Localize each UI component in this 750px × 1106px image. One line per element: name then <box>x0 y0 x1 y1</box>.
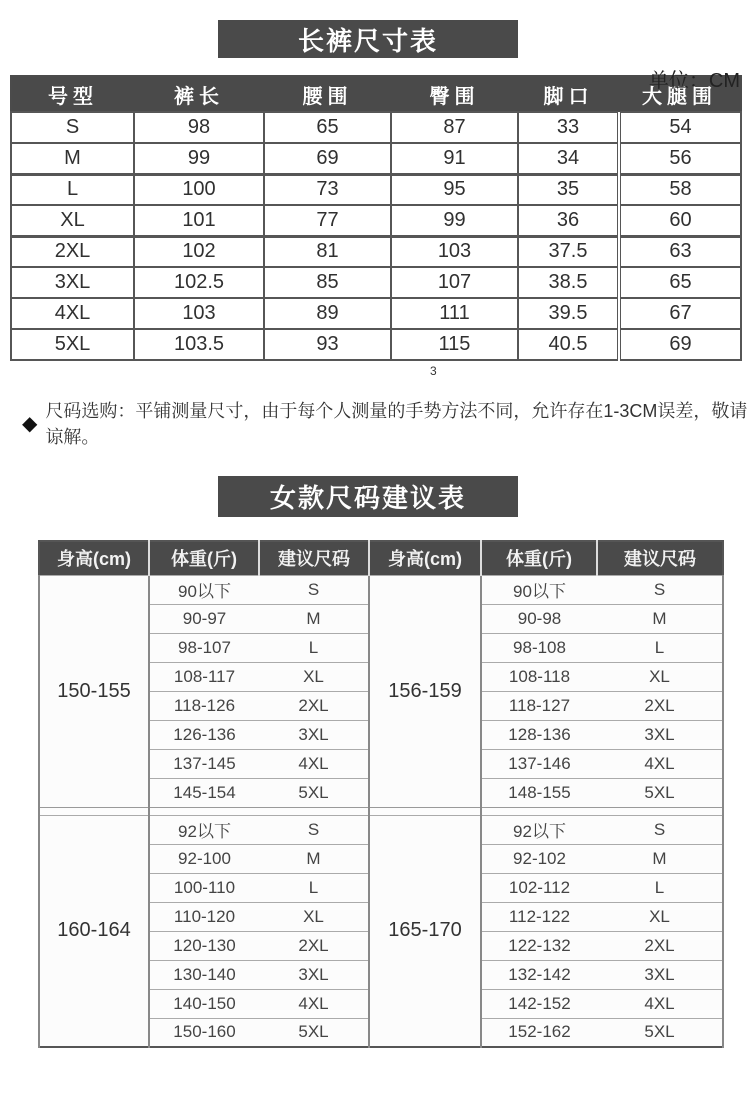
weight-range-cell: 90以下 <box>149 575 259 604</box>
weight-range-cell: 137-146 <box>481 749 597 778</box>
recommended-size-cell: 5XL <box>597 778 723 807</box>
measurement-cell: 99 <box>134 143 264 174</box>
measurement-cell: 69 <box>619 329 741 360</box>
weight-range-cell: 90以下 <box>481 575 597 604</box>
height-range-cell: 165-170 <box>369 815 481 1047</box>
women-column-header: 身高(cm) <box>369 541 481 575</box>
measurement-cell: 91 <box>391 143 518 174</box>
weight-range-cell: 90-97 <box>149 604 259 633</box>
weight-range-cell: 102-112 <box>481 873 597 902</box>
pants-column-header: 脚口 <box>518 76 619 112</box>
recommended-size-cell: M <box>259 844 369 873</box>
measurement-cell: 100 <box>134 174 264 205</box>
women-column-header: 体重(斤) <box>481 541 597 575</box>
recommended-size-cell: XL <box>597 662 723 691</box>
weight-range-cell: 126-136 <box>149 720 259 749</box>
separator-cell <box>369 807 481 815</box>
weight-range-cell: 137-145 <box>149 749 259 778</box>
measurement-cell: 98 <box>134 112 264 143</box>
recommended-size-cell: S <box>259 815 369 844</box>
weight-range-cell: 132-142 <box>481 960 597 989</box>
separator-cell <box>481 807 723 815</box>
recommended-size-cell: XL <box>597 902 723 931</box>
measurement-cell: 40.5 <box>518 329 619 360</box>
women-column-header: 体重(斤) <box>149 541 259 575</box>
women-table-row <box>39 815 723 844</box>
size-code-cell: L <box>11 174 134 205</box>
weight-range-cell: 120-130 <box>149 931 259 960</box>
pants-column-header: 号型 <box>11 76 134 112</box>
weight-range-cell: 92以下 <box>481 815 597 844</box>
size-note-text: 尺码选购：平铺测量尺寸，由于每个人测量的手势方法不同，允许存在1-3CM误差，敬请谅解。 <box>45 401 748 447</box>
measurement-cell: 65 <box>619 267 741 298</box>
weight-range-cell: 142-152 <box>481 989 597 1018</box>
measurement-cell: 99 <box>391 205 518 236</box>
recommended-size-cell: XL <box>259 662 369 691</box>
recommended-size-cell: 3XL <box>597 960 723 989</box>
women-size-table <box>38 540 724 1048</box>
measurement-cell: 95 <box>391 174 518 205</box>
measurement-cell: 101 <box>134 205 264 236</box>
measurement-cell: 103 <box>391 236 518 267</box>
women-column-header: 身高(cm) <box>39 541 149 575</box>
separator-cell <box>39 807 149 815</box>
measurement-cell: 87 <box>391 112 518 143</box>
weight-range-cell: 100-110 <box>149 873 259 902</box>
weight-range-cell: 122-132 <box>481 931 597 960</box>
size-note <box>22 397 750 449</box>
recommended-size-cell: M <box>259 604 369 633</box>
weight-range-cell: 150-160 <box>149 1018 259 1047</box>
measurement-cell: 102.5 <box>134 267 264 298</box>
pants-table-row <box>11 236 741 267</box>
measurement-cell: 103 <box>134 298 264 329</box>
height-range-cell: 156-159 <box>369 575 481 807</box>
recommended-size-cell: S <box>597 575 723 604</box>
pants-table-header-row <box>11 76 741 112</box>
weight-range-cell: 98-108 <box>481 633 597 662</box>
measurement-cell: 58 <box>619 174 741 205</box>
women-column-header: 建议尺码 <box>259 541 369 575</box>
size-code-cell: 3XL <box>11 267 134 298</box>
measurement-cell: 102 <box>134 236 264 267</box>
weight-range-cell: 118-126 <box>149 691 259 720</box>
recommended-size-cell: S <box>597 815 723 844</box>
pants-table-row <box>11 112 741 143</box>
recommended-size-cell: 4XL <box>597 989 723 1018</box>
recommended-size-cell: 4XL <box>597 749 723 778</box>
measurement-cell: 34 <box>518 143 619 174</box>
measurement-cell: 35 <box>518 174 619 205</box>
weight-range-cell: 108-118 <box>481 662 597 691</box>
measurement-cell: 33 <box>518 112 619 143</box>
recommended-size-cell: L <box>259 633 369 662</box>
measurement-cell: 37.5 <box>518 236 619 267</box>
women-table-title <box>218 476 518 517</box>
recommended-size-cell: M <box>597 604 723 633</box>
recommended-size-cell: 2XL <box>259 931 369 960</box>
diamond-icon: ◆ <box>22 412 38 435</box>
size-code-cell: 5XL <box>11 329 134 360</box>
measurement-cell: 39.5 <box>518 298 619 329</box>
height-range-cell: 150-155 <box>39 575 149 807</box>
recommended-size-cell: 2XL <box>597 691 723 720</box>
recommended-size-cell: 4XL <box>259 989 369 1018</box>
pants-table-row <box>11 205 741 236</box>
pants-table-title <box>218 20 518 58</box>
recommended-size-cell: L <box>259 873 369 902</box>
measurement-cell: 111 <box>391 298 518 329</box>
group-separator-row <box>39 807 723 815</box>
stray-digit-artifact: 3 <box>430 364 437 378</box>
recommended-size-cell: XL <box>259 902 369 931</box>
weight-range-cell: 112-122 <box>481 902 597 931</box>
measurement-cell: 103.5 <box>134 329 264 360</box>
women-table-row <box>39 575 723 604</box>
recommended-size-cell: 3XL <box>597 720 723 749</box>
measurement-cell: 56 <box>619 143 741 174</box>
women-column-header: 建议尺码 <box>597 541 723 575</box>
measurement-cell: 85 <box>264 267 391 298</box>
recommended-size-cell: 5XL <box>597 1018 723 1047</box>
weight-range-cell: 92以下 <box>149 815 259 844</box>
weight-range-cell: 98-107 <box>149 633 259 662</box>
size-code-cell: 4XL <box>11 298 134 329</box>
women-table-header-row <box>39 541 723 575</box>
weight-range-cell: 108-117 <box>149 662 259 691</box>
women-table-title-text: 女款尺码建议表 <box>269 483 466 513</box>
recommended-size-cell: L <box>597 873 723 902</box>
recommended-size-cell: 2XL <box>259 691 369 720</box>
pants-column-header: 腰围 <box>264 76 391 112</box>
weight-range-cell: 110-120 <box>149 902 259 931</box>
weight-range-cell: 130-140 <box>149 960 259 989</box>
pants-table-row <box>11 329 741 360</box>
measurement-cell: 36 <box>518 205 619 236</box>
measurement-cell: 89 <box>264 298 391 329</box>
recommended-size-cell: 5XL <box>259 1018 369 1047</box>
weight-range-cell: 152-162 <box>481 1018 597 1047</box>
weight-range-cell: 145-154 <box>149 778 259 807</box>
size-code-cell: M <box>11 143 134 174</box>
height-range-cell: 160-164 <box>39 815 149 1047</box>
measurement-cell: 67 <box>619 298 741 329</box>
size-code-cell: XL <box>11 205 134 236</box>
measurement-cell: 60 <box>619 205 741 236</box>
unit-label: 单位：CM <box>648 70 740 92</box>
measurement-cell: 38.5 <box>518 267 619 298</box>
recommended-size-cell: L <box>597 633 723 662</box>
separator-cell <box>149 807 369 815</box>
measurement-cell: 65 <box>264 112 391 143</box>
recommended-size-cell: M <box>597 844 723 873</box>
measurement-cell: 54 <box>619 112 741 143</box>
weight-range-cell: 140-150 <box>149 989 259 1018</box>
weight-range-cell: 90-98 <box>481 604 597 633</box>
measurement-cell: 93 <box>264 329 391 360</box>
weight-range-cell: 118-127 <box>481 691 597 720</box>
pants-column-header: 大腿围 <box>619 76 741 112</box>
weight-range-cell: 92-102 <box>481 844 597 873</box>
pants-size-table <box>10 75 742 361</box>
pants-column-header: 裤长 <box>134 76 264 112</box>
measurement-cell: 107 <box>391 267 518 298</box>
recommended-size-cell: 5XL <box>259 778 369 807</box>
measurement-cell: 69 <box>264 143 391 174</box>
measurement-cell: 77 <box>264 205 391 236</box>
size-code-cell: 2XL <box>11 236 134 267</box>
pants-table-row <box>11 143 741 174</box>
measurement-cell: 63 <box>619 236 741 267</box>
size-code-cell: S <box>11 112 134 143</box>
measurement-cell: 73 <box>264 174 391 205</box>
pants-column-header: 臀围 <box>391 76 518 112</box>
recommended-size-cell: 4XL <box>259 749 369 778</box>
weight-range-cell: 128-136 <box>481 720 597 749</box>
pants-table-row <box>11 267 741 298</box>
recommended-size-cell: 3XL <box>259 960 369 989</box>
pants-table-row <box>11 174 741 205</box>
weight-range-cell: 148-155 <box>481 778 597 807</box>
measurement-cell: 115 <box>391 329 518 360</box>
recommended-size-cell: 3XL <box>259 720 369 749</box>
recommended-size-cell: 2XL <box>597 931 723 960</box>
measurement-cell: 81 <box>264 236 391 267</box>
recommended-size-cell: S <box>259 575 369 604</box>
pants-table-row <box>11 298 741 329</box>
pants-table-title-text: 长裤尺寸表 <box>297 25 438 56</box>
weight-range-cell: 92-100 <box>149 844 259 873</box>
